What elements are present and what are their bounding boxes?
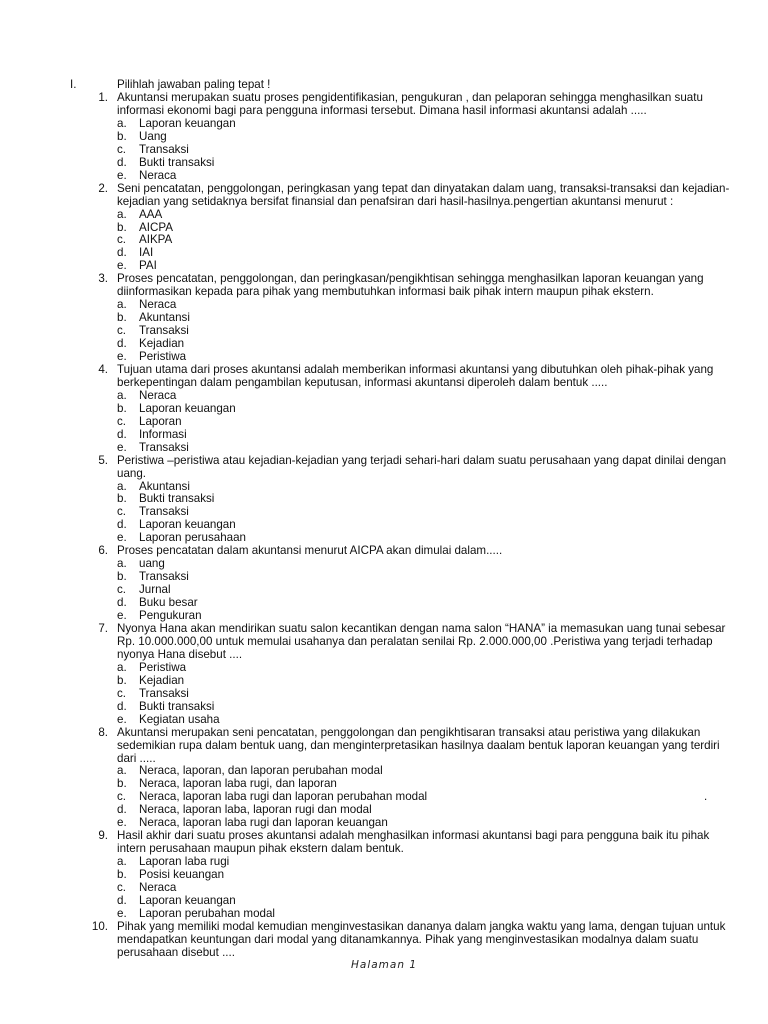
option-text: Laporan keuangan <box>139 116 236 130</box>
option-text: Neraca, laporan laba rugi dan laporan perubahan modal <box>139 790 428 804</box>
option-letter: a. <box>117 388 127 402</box>
option-letter: b. <box>117 868 127 881</box>
option-letter: a. <box>117 116 127 130</box>
option-letter: d. <box>117 803 127 817</box>
option-letter: d. <box>117 427 127 441</box>
section-number: I. <box>70 78 77 91</box>
option-letter: a. <box>117 764 127 778</box>
option-letter: c. <box>117 583 127 597</box>
option-text: Transaksi <box>139 324 189 338</box>
option-letter: c. <box>117 881 127 894</box>
option-letter: d. <box>117 596 127 609</box>
option-letter: e. <box>117 816 127 830</box>
option-text: Bukti transaksi <box>139 492 215 506</box>
option-text: Posisi keuangan <box>139 868 225 881</box>
option-text: Transaksi <box>139 686 189 700</box>
option-letter: e. <box>117 712 127 726</box>
option-text: Neraca, laporan laba rugi, dan laporan <box>139 777 337 791</box>
option-text: Akuntansi <box>139 479 190 493</box>
option-text: Neraca <box>139 298 177 312</box>
option-text: Informasi <box>139 427 187 441</box>
question-number: 7. <box>98 622 108 635</box>
option-letter: c. <box>117 790 127 804</box>
option-text: Transaksi <box>139 505 189 519</box>
option-letter: a. <box>117 479 127 493</box>
option-text: IAI <box>139 246 154 260</box>
option-text: Transaksi <box>139 142 189 156</box>
option-text: Transaksi <box>139 570 189 584</box>
option-letter: c. <box>117 414 127 428</box>
option-text: Laporan keuangan <box>139 893 236 907</box>
option-text: Laporan laba rugi <box>139 855 230 869</box>
option-letter: e. <box>117 440 127 454</box>
option-text: AIKPA <box>139 233 173 247</box>
option-letter: b. <box>117 570 127 584</box>
option-text: Neraca, laporan laba rugi dan laporan keuangan <box>139 816 388 830</box>
option-letter: b. <box>117 492 127 506</box>
page-footer: Halaman 1 <box>350 959 418 971</box>
question-text-line: dari ..... <box>117 751 156 765</box>
option-letter: e. <box>117 168 127 182</box>
question-text-line: Rp. 10.000.000,00 untuk memulai usahanya dan peralatan senilai Rp. 2.000.000,00 .Peristiwa yang terjadi terhadap <box>117 634 713 648</box>
option-letter: b. <box>117 129 127 143</box>
option-letter: e. <box>117 350 127 363</box>
question-text-line: Proses pencatatan, penggolongan, dan peringkasan/pengikhtisan sehingga menghasilkan laporan keuangan yang <box>117 272 704 286</box>
question-text-line: Seni pencatatan, penggolongan, peringkasan yang tepat dan dinyatakan dalam uang, transaksi-transaksi dan kejadian- <box>117 181 730 195</box>
question-number: 9. <box>98 829 108 843</box>
question-number: 10. <box>91 919 108 933</box>
option-text: Kegiatan usaha <box>139 712 220 726</box>
question-text-line: diinformasikan kepada para pihak yang membutuhkan informasi baik pihak intern maupun pihak ekstern. <box>117 285 654 299</box>
option-letter: b. <box>117 673 127 687</box>
option-text: Jurnal <box>139 583 171 597</box>
question-text-line: perusahaan disebut .... <box>117 945 235 959</box>
option-letter: c. <box>117 505 127 519</box>
option-letter: e. <box>117 609 127 622</box>
option-letter: a. <box>117 660 127 674</box>
option-text: Peristiwa <box>139 660 187 674</box>
option-letter: a. <box>117 207 127 221</box>
option-text: Laporan perusahaan <box>139 531 247 545</box>
question-text-line: Proses pencatatan dalam akuntansi menurut AICPA akan dimulai dalam..... <box>117 544 503 558</box>
option-text: Kejadian <box>139 673 185 687</box>
question-text-line: Akuntansi merupakan suatu proses pengidentifikasian, pengukuran , dan pelaporan sehingga menghasilkan suatu <box>117 91 703 104</box>
question-text-line: nyonya Hana disebut .... <box>117 647 243 661</box>
option-text: Bukti transaksi <box>139 699 215 713</box>
option-text: Akuntansi <box>139 311 190 325</box>
question-text-line: Pihak yang memiliki modal kemudian menginvestasikan dananya dalam jangka waktu yang lama, dengan tujuan untuk <box>117 919 726 933</box>
option-letter: d. <box>117 155 127 169</box>
option-text: Neraca <box>139 388 177 402</box>
question-text-line: kejadian yang setidaknya bersifat finansial dan penafsiran dari hasil-hasilnya.pengertian akuntansi menurut : <box>117 194 674 208</box>
option-text: uang <box>139 557 165 571</box>
option-letter: c. <box>117 233 127 247</box>
option-letter: a. <box>117 298 127 312</box>
option-text: Buku besar <box>139 596 198 609</box>
option-text: Peristiwa <box>139 350 187 363</box>
option-letter: c. <box>117 686 127 700</box>
option-letter: d. <box>117 337 127 350</box>
option-text: Neraca <box>139 881 177 894</box>
option-letter: b. <box>117 220 127 234</box>
option-text: Kejadian <box>139 337 185 350</box>
option-letter: a. <box>117 855 127 869</box>
option-text: Laporan <box>139 414 182 428</box>
option-letter: c. <box>117 324 127 338</box>
question-text-line: Akuntansi merupakan seni pencatatan, penggolongan dan pengikhtisaran transaksi atau peristiwa yang dilakukan <box>117 725 701 739</box>
question-text-line: berkepentingan dalam pengambilan keputusan, informasi akuntansi diperoleh dalam bentuk ..... <box>117 375 608 389</box>
option-text: Transaksi <box>139 440 189 454</box>
question-text-line: Nyonya Hana akan mendirikan suatu salon kecantikan dengan nama salon “HANA” ia memasukan uang tunai sebesar <box>117 622 726 635</box>
question-text-line: Peristiwa –peristiwa atau kejadian-kejadian yang terjadi sehari-hari dalam suatu perusahaan yang dapat dinilai dengan <box>117 453 727 467</box>
question-text-line: informasi ekonomi bagi para pengguna informasi tersebut. Dimana hasil informasi akuntansi adalah ..... <box>117 104 647 117</box>
option-text: AICPA <box>139 220 173 234</box>
question-text-line: Hasil akhir dari suatu proses akuntansi adalah menghasilkan informasi akuntansi bagi para pengguna baik itu pihak <box>117 829 710 843</box>
option-letter: e. <box>117 259 127 273</box>
section-title: Pilihlah jawaban paling tepat ! <box>117 78 271 91</box>
option-text: AAA <box>139 207 163 221</box>
option-text: Laporan keuangan <box>139 518 236 532</box>
question-number: 5. <box>98 453 108 467</box>
option-letter: b. <box>117 401 127 415</box>
question-text-line: mendapatkan keuntungan dari modal yang ditanamkannya. Pihak yang menginvestasikan modalnya dalam suatu <box>117 932 699 946</box>
question-text-line: Tujuan utama dari proses akuntansi adalah memberikan informasi akuntansi yang dibutuhkan oleh pihak-pihak yang <box>117 362 714 376</box>
question-number: 3. <box>98 272 108 286</box>
option-letter: e. <box>117 531 127 545</box>
option-letter: d. <box>117 699 127 713</box>
option-letter: d. <box>117 518 127 532</box>
option-letter: d. <box>117 246 127 260</box>
trailing-mark: . <box>704 790 708 804</box>
question-text-line: uang. <box>117 466 147 480</box>
option-text: Uang <box>139 129 167 143</box>
question-number: 1. <box>98 91 108 104</box>
question-text-line: sedemikian rupa dalam bentuk uang, dan menginterpretasikan hasilnya daalam bentuk laporan keuangan yang terdiri <box>117 738 720 752</box>
question-number: 4. <box>98 362 108 376</box>
option-text: Laporan keuangan <box>139 401 236 415</box>
option-text: Pengukuran <box>139 609 202 622</box>
option-letter: b. <box>117 311 127 325</box>
option-letter: c. <box>117 142 127 156</box>
option-text: Neraca, laporan laba, laporan rugi dan modal <box>139 803 372 817</box>
option-text: Laporan perubahan modal <box>139 906 276 920</box>
option-letter: d. <box>117 893 127 907</box>
question-number: 8. <box>98 725 108 739</box>
question-number: 6. <box>98 544 108 558</box>
option-text: Neraca <box>139 168 177 182</box>
option-letter: e. <box>117 906 127 920</box>
option-letter: b. <box>117 777 127 791</box>
option-text: Neraca, laporan, dan laporan perubahan modal <box>139 764 383 778</box>
question-text-line: intern perusahaan maupun pihak ekstern dalam bentuk. <box>117 842 404 856</box>
option-letter: a. <box>117 557 127 571</box>
option-text: PAI <box>139 259 157 273</box>
option-text: Bukti transaksi <box>139 155 215 169</box>
question-number: 2. <box>98 181 108 195</box>
